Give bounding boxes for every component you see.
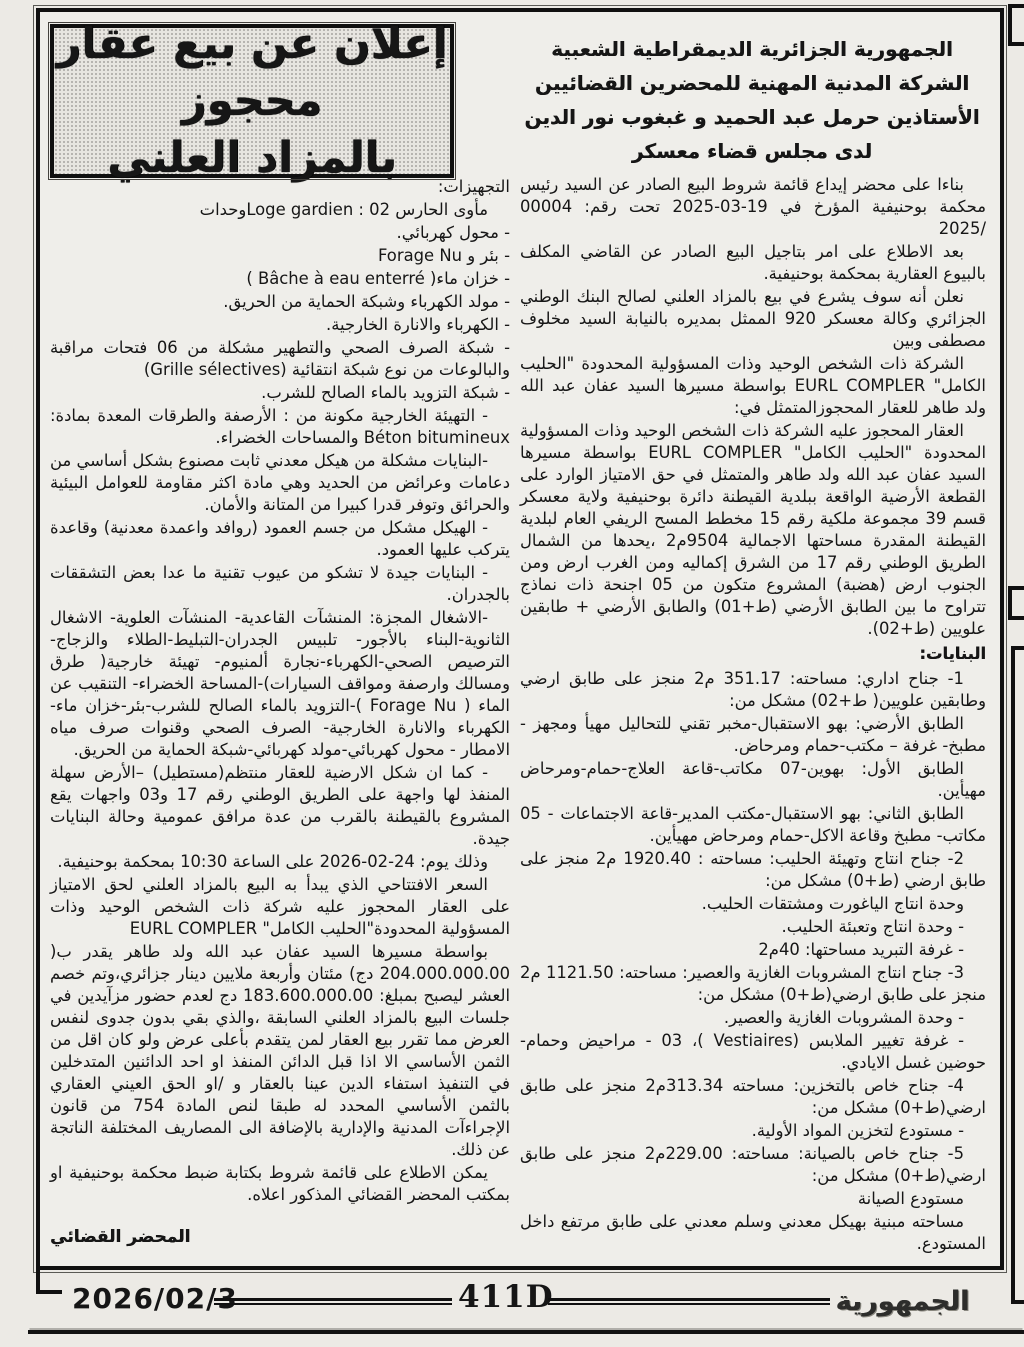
- paragraph: نعلن أنه سوف يشرع في بيع بالمزاد العلني لصالح البنك الوطني الجزائري وكالة معسكر 920 الممثل بمديره بالنيابة السيد مخلوف مصطفى وبين: [520, 287, 986, 350]
- paragraph: يمكن الاطلاع على قائمة شروط بكتابة ضبط محكمة بوحنيفية او بمكتب المحضر القضائي المذكور اعلاه.: [50, 1163, 510, 1204]
- list-item: - البنايات جيدة لا تشكو من عيوب تقنية ما عدا بعض التشققات بالجدران.: [50, 563, 510, 604]
- bailiff-signature: المحضر القضائي: [50, 1227, 191, 1247]
- headline-box: [50, 18, 454, 183]
- paragraph: بواسطة مسيرها السيد عفان عبد الله ولد طاهر يقدر ب( 204.000.000.00 دج) مئتان وأربعة ملايين دينار جزائري،وتم خصم العشر ليصبح بمبلغ: 183.600.000.00 دج لعدم حضور مزآيدين في جلسات البيع بالمزاد العلني السابقة ،والذي بقي بدون جدوى لنفس العرض مما تقرر بيع العقار لمن يتقدم بأعلى عرض ولو كان اقل من الثمن الأساسي الا اذا قبل الدائن المنفذ او احد الدائنين المتدخلين في التنفيذ استفاء الدين عينا بالعقار و /او الحق العيني العقاري بالثمن الأساسي المحدد له طبقا لنص المادة 754 من قانون الإجراءآت المدنية والإدارية بالإضافة الى المصاريف المختلفة الناتجة عن ذلك.: [50, 942, 510, 1159]
- footer: [0, 1278, 1024, 1332]
- adjacent-frame-fragment-middle: [1008, 586, 1024, 620]
- footer-date: 2026/02/3: [72, 1282, 238, 1315]
- adjacent-frame-fragment-top: [1008, 4, 1024, 46]
- masthead-line: الجمهورية الجزائرية الديمقراطية الشعبية: [551, 37, 953, 61]
- list-item: - شبكة التزويد بالماء الصالح للشرب.: [261, 383, 510, 402]
- list-item: - مولد الكهرباء وشبكة الحماية من الحريق.: [223, 292, 510, 311]
- list-item: - الكهرباء والانارة الخارجية.: [326, 315, 510, 334]
- masthead-line: لدى مجلس قضاء معسكر: [631, 139, 873, 163]
- paragraph: -الاشغال المجزة: المنشآت القاعدية- المنشآت العلوية- الاشغال الثانوية-البناء بالأجور- تلبيس الجدران-التبليط-الطلاء والزجاج-الترصيص الصحي-الكهرباء-نجارة ألمنيوم- تهيئة خارجية( طرق ومسالك وارصفة ومواقف السيارات)-المساحة الخضراء- التنقيب عن الماء ( Forage Nu )-التزويد بالماء الصالح للشرب-بئر-خزان ماء-الكهرباء والانارة الخارجية- الصرف الصحي وقنوات صرف مياه الامطار - محول كهربائي-مولد كهربائي-شبكة الحماية من الحريق.: [50, 608, 510, 759]
- paragraph: الطابق الأرضي: بهو الاستقبال-مخبر تقني للتحاليل مهيأ ومجهز - مطبخ- غرفة – مكتب-حمام ومرحاض.: [520, 714, 986, 755]
- paragraph: مأوى الحارس Loge gardien : 02وحدات: [199, 200, 488, 219]
- paragraph: 3- جناح انتاج المشروبات الغازية والعصير: مساحته: 1121.50 م2 منجز على طابق ارضي(ط+0) مشكل من:: [520, 963, 986, 1004]
- paragraph: بناءا على محضر إيداع قائمة شروط البيع الصادر عن السيد رئيس محكمة بوحنيفية المؤرخ في 19-03-2025 تحت رقم: 00004 /2025: [520, 175, 986, 238]
- advert-frame: [36, 8, 1004, 1270]
- headline-line: إعلان عن بيع عقار محجوز: [56, 18, 448, 126]
- paragraph: وذلك يوم: 24-02-2026 على الساعة 10:30 بمحكمة بوحنيفية.: [57, 852, 488, 871]
- list-item: - محول كهربائي.: [396, 223, 510, 242]
- list-item: وحدة انتاج الياغورت ومشتقات الحليب.: [701, 894, 964, 913]
- footer-code: 411D: [458, 1279, 554, 1315]
- paragraph: السعر الافتتاحي الذي يبدأ به البيع بالمزاد العلني لحق الامتياز على العقار المحجوز عليه شركة ذات الشخص الوحيد وذات المسؤولية المحدودة"الحليب الكامل" EURL COMPLER: [50, 875, 510, 938]
- paragraph: مستودع الصيانة: [857, 1189, 964, 1208]
- paragraph: الشركة ذات الشخص الوحيد وذات المسؤولية المحدودة "الحليب الكامل" EURL COMPLER بواسطة مسيرها السيد عفان عبد الله ولد طاهر للعقار المحجوزالمتمثل في:: [520, 354, 986, 417]
- adjacent-frame-fragment-bottom: [1011, 646, 1024, 1304]
- headline-line: بالمزاد العلني: [107, 132, 397, 183]
- list-item: - غرفة التبريد مساحتها: 40م2: [758, 940, 964, 959]
- column-left: [50, 176, 510, 1249]
- newspaper-logo: الجمهورية: [836, 1286, 970, 1317]
- list-item: - خزان ماء( Bâche à eau enterré ): [246, 269, 510, 288]
- masthead-line: الأستاذين حرمل عبد الحميد و غبغوب نور الدين: [524, 105, 980, 129]
- section-heading: التجهيزات:: [437, 177, 510, 196]
- paragraph: 5- جناح خاص بالصيانة: مساحته: 229.00م2 منجز على طابق ارضي(ط+0) مشكل من:: [520, 1144, 986, 1185]
- paragraph: 4- جناح خاص بالتخزين: مساحته 313.34م2 منجز على طابق ارضي(ط+0) مشكل من:: [520, 1076, 986, 1117]
- paragraph: العقار المحجوز عليه الشركة ذات الشخص الوحيد وذات المسؤولية المحدودة "الحليب الكامل" EURL COMPLER بواسطة مسيرها السيد عفان عبد الله ولد طاهر والمتمثل في حق الامتياز الوارد على القطعة الأرضية الواقعة ببلدية القيطنة دائرة بوحنيفية ولاية معسكر قسم 39 مجموعة ملكية رقم 15 مخطط المسح الريفي العام لبلدية القيطنة المقدرة مساحتها الاجمالية 9504م2 ،يحدها من الشمال الطريق الوطني رقم 17 من الشرق إكماليه ومن الغرب ارض ومن الجنوب ارض (هضبة) المشروع متكون من 05 اجنحة ذات نماذج تتراوح ما بين الطابق الأرضي (ط+01) والطابق الأرضي + طابقين علويين (ط+02).: [520, 421, 987, 638]
- list-item: - غرفة تغيير الملابس (Vestiaires )، 03 - مراحيض وحمام- حوضين غسل الايادي.: [520, 1031, 986, 1072]
- list-item: - الهيكل مشكل من جسم العمود (روافد واعمدة معدنية) وقاعدة يتركب عليها العمود.: [50, 518, 510, 559]
- list-item: - التهيئة الخارجية مكونة من : الأرصفة والطرقات المعدة بمادة: Béton bitumineux والمساحات الخضراء.: [50, 406, 510, 447]
- list-item: - بئر و Forage Nu: [377, 246, 510, 265]
- paragraph: 2- جناح انتاج وتهيئة الحليب: مساحته : 1920.40 م2 منجز على طابق ارضي (ط+0) مشكل من:: [520, 849, 986, 890]
- column-right: [520, 174, 986, 1256]
- paragraph: بعد الاطلاع على امر بتاجيل البيع الصادر عن القاضي المكلف بالبيوع العقارية بمحكمة بوحنيفية.: [520, 242, 986, 283]
- paragraph: الطابق الأول: بهوين-07 مكاتب-قاعة العلاج-حمام-ومرحاض مهيأين.: [520, 759, 986, 800]
- footer-rule: [214, 1298, 452, 1305]
- paragraph: 1- جناح اداري: مساحته: 351.17 م2 منجز على طابق ارضي وطابقين علويين( ط+02) مشكل من:: [520, 669, 986, 710]
- list-item: - وحدة انتاج وتعبئة الحليب.: [781, 917, 964, 936]
- list-item: - مستودع لتخزين المواد الأولية.: [751, 1121, 964, 1140]
- footer-rule: [548, 1298, 830, 1305]
- list-item: - شبكة الصرف الصحي والتطهير مشكلة من 06 فتحات مراقبة والبالوعات من نوع شبكة انتقائية (Grille sélectives): [50, 338, 510, 379]
- masthead-line: الشركة المدنية المهنية للمحضرين القضائيين: [534, 71, 970, 95]
- paragraph: مساحته مبنية بهيكل معدني وسلم معدني على طابق مرتفع داخل المستودع.: [520, 1212, 986, 1253]
- paragraph: الطابق الثاني: بهو الاستقبال-مكتب المدير-قاعة الاجتماعات - 05 مكاتب- مطبخ وقاعة الاكل-حمام ومرحاض مهيأين.: [520, 804, 986, 845]
- paragraph: -البنايات مشكلة من هيكل معدني ثابت مصنوع بشكل أساسي من دعامات وعرائض من الحديد وهي مادة اكثر مقاومة للعوامل البيئية والحرائق وتوفر قدرا كبيرا من المتانة والأمان.: [50, 451, 510, 514]
- section-heading: البنايات:: [919, 644, 986, 663]
- page-bottom-rule: [28, 1330, 1024, 1334]
- paragraph: - كما ان شكل الارضية للعقار منتظم(مستطيل) –الأرض سهلة المنفذ لها واجهة على الطريق الوطني رقم 17 و03 واجهات يقع المشروع بالقيطنة بالقرب من عدة مرافق عمومية وحالة البنايات جيدة.: [50, 763, 510, 848]
- masthead: [516, 32, 988, 168]
- list-item: - وحدة المشروبات الغازية والعصير.: [723, 1008, 964, 1027]
